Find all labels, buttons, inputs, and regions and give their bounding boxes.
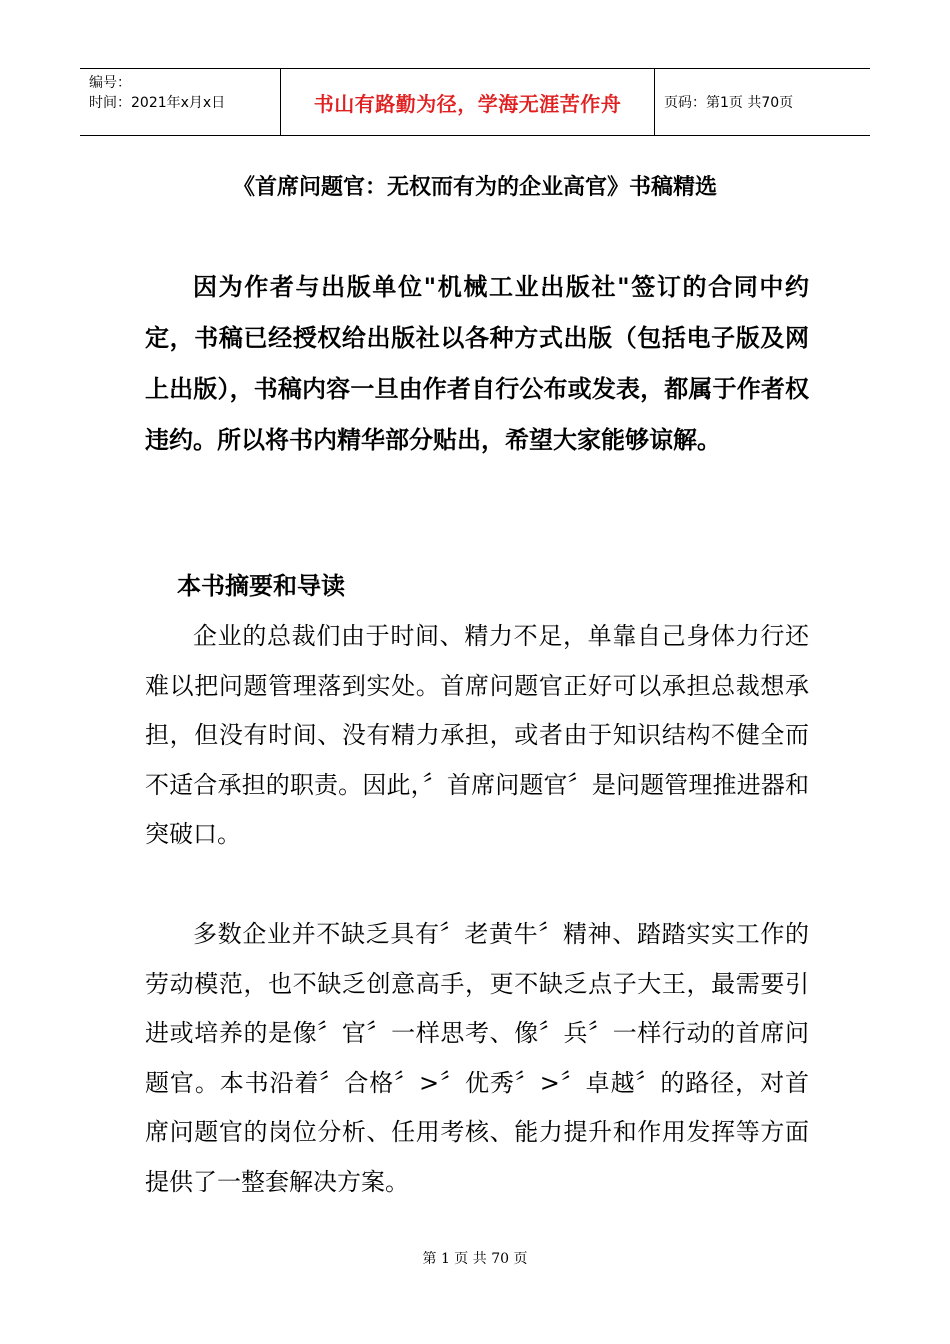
body-paragraph-1: 企业的总裁们由于时间、精力不足，单靠自己身体力行还难以把问题管理落到实处。首席问题官正好可以承担总裁想承担，但没有时间、没有精力承担，或者由于知识结构不健全而不适合承担的职责。因此，〞首席问题官〞是问题管理推进器和突破口。 [145, 622, 809, 849]
header-page-number: 页码：第1页 共70页 [664, 95, 794, 111]
document-time-label: 时间：2021年x月x日 [89, 95, 226, 111]
header-motto: 书山有路勤为径，学海无涯苦作舟 [313, 91, 622, 116]
page-footer: 第 1 页 共 70 页 [422, 1251, 528, 1267]
document-title: 《首席问题官：无权而有为的企业高官》书稿精选 [232, 174, 717, 200]
copyright-notice: 因为作者与出版单位"机械工业出版社"签订的合同中约定，书稿已经授权给出版社以各种方式出版（包括电子版及网上出版），书稿内容一旦由作者自行公布或发表，都属于作者权违约。所以将书内精华部分贴出，希望大家能够谅解。 [145, 273, 809, 454]
section-heading: 本书摘要和导读 [177, 572, 345, 600]
body-paragraph-2: 多数企业并不缺乏具有〞老黄牛〞精神、踏踏实实工作的劳动模范，也不缺乏创意高手，更不缺乏点子大王，最需要引进或培养的是像〞官〞一样思考、像〞兵〞一样行动的首席问题官。本书沿着〞合格〞>〞优秀〞>〞卓越〞的路径，对首席问题官的岗位分析、任用考核、能力提升和作用发挥等方面提供了一整套解决方案。 [145, 920, 809, 1196]
page-header [80, 68, 870, 136]
document-number-label: 编号： [89, 75, 131, 91]
header-motto-cell [281, 69, 655, 135]
header-meta [80, 69, 281, 135]
header-page-cell [655, 69, 870, 135]
